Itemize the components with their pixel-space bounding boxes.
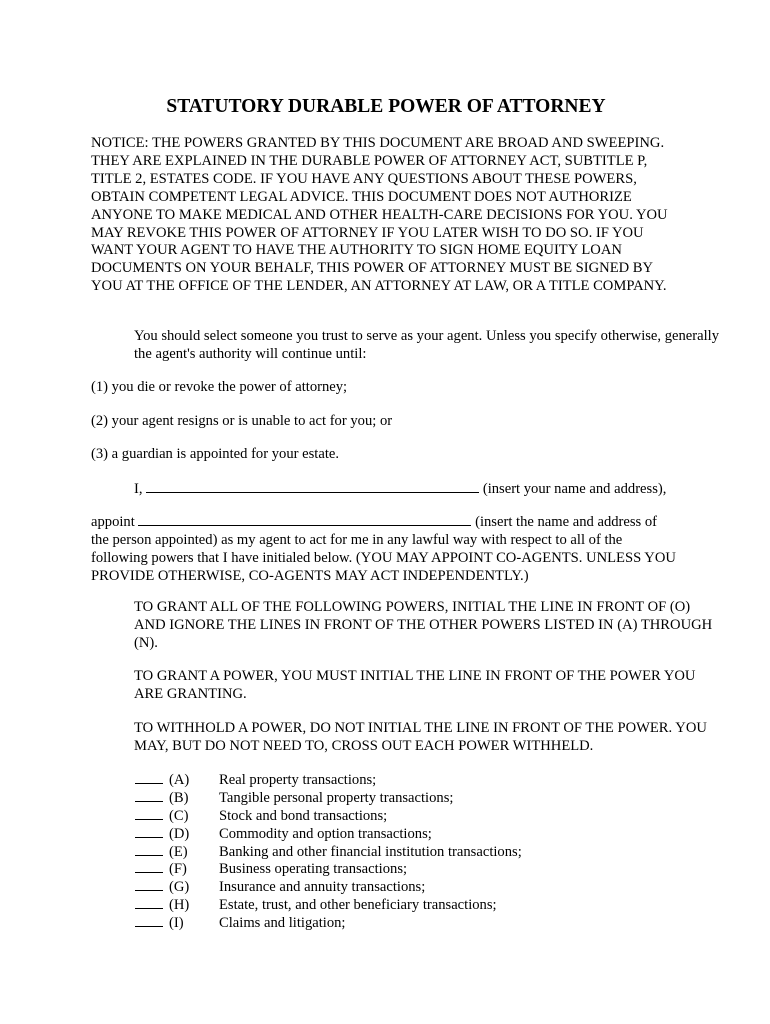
instruction-grant-all: TO GRANT ALL OF THE FOLLOWING POWERS, INITIAL THE LINE IN FRONT OF (O) AND IGNORE THE LINES IN FRONT OF THE OTHER POWERS LISTED IN (A) THROUGH (N). (134, 599, 713, 651)
condition-2: (2) your agent resigns or is unable to act for you; or (91, 413, 393, 429)
power-item (135, 788, 522, 806)
appoint-line (91, 512, 681, 532)
power-letter: (F) (169, 861, 187, 878)
power-description: Claims and litigation; (219, 915, 346, 932)
power-item (135, 770, 522, 788)
power-item (135, 824, 522, 842)
initial-line-e[interactable] (135, 842, 163, 856)
power-letter: (A) (169, 772, 190, 788)
power-item (135, 806, 522, 824)
power-description: Real property transactions; (219, 772, 377, 788)
initial-line-d[interactable] (135, 824, 163, 838)
initial-line-i[interactable] (135, 913, 163, 927)
power-item (135, 913, 522, 931)
power-description: Insurance and annuity transactions; (219, 879, 426, 896)
power-description: Banking and other financial institution transactions; (219, 843, 522, 860)
initial-line-a[interactable] (135, 770, 163, 784)
agent-name-field[interactable] (138, 512, 471, 526)
principal-suffix: (insert your name and address), (482, 481, 667, 497)
principal-prefix: I, (134, 481, 143, 497)
power-item (135, 859, 522, 877)
condition-3: (3) a guardian is appointed for your estate. (91, 446, 340, 462)
document-title: STATUTORY DURABLE POWER OF ATTORNEY (166, 96, 606, 117)
power-item (135, 842, 522, 860)
intro-paragraph (91, 328, 724, 364)
power-description: Stock and bond transactions; (219, 807, 388, 824)
initial-line-h[interactable] (135, 895, 163, 909)
appoint-suffix: (insert the name and address of (475, 514, 658, 530)
notice-paragraph: NOTICE: THE POWERS GRANTED BY THIS DOCUMENT ARE BROAD AND SWEEPING. THEY ARE EXPLAINED IN THE DURABLE POWER OF ATTORNEY ACT, SUBTITLE P, TITLE 2, ESTATES CODE. IF YOU HAVE ANY QUESTIONS ABOUT THESE POWERS, OBTAIN COMPETENT LEGAL ADVICE. THIS DOCUMENT DOES NOT AUTHORIZE ANYONE TO MAKE MEDICAL AND OTHER HEALTH-CARE DECISIONS FOR YOU. YOU MAY REVOKE THIS POWER OF ATTORNEY IF YOU LATER WISH TO DO SO. IF YOU WANT YOUR AGENT TO HAVE THE AUTHORITY TO SIGN HOME EQUITY LOAN DOCUMENTS ON YOUR BEHALF, THIS POWER OF ATTORNEY MUST BE SIGNED BY YOU AT THE OFFICE OF THE LENDER, AN ATTORNEY AT LAW, OR A TITLE COMPANY. (91, 135, 668, 295)
initial-line-g[interactable] (135, 877, 163, 891)
appoint-prefix: appoint (91, 514, 135, 530)
power-letter: (E) (169, 843, 188, 860)
power-letter: (I) (169, 915, 184, 932)
appoint-continuation: the person appointed) as my agent to act for me in any lawful way with respect to all of the following powers that I have initialed below. (YOU MAY APPOINT CO-AGENTS. UNLESS YOU PROVIDE OTHERWISE, CO-AGENTS MAY ACT INDEPENDENTLY.) (91, 531, 676, 584)
power-letter: (G) (169, 879, 190, 896)
instruction-grant-power: TO GRANT A POWER, YOU MUST INITIAL THE LINE IN FRONT OF THE POWER YOU ARE GRANTING. (134, 668, 696, 702)
power-description: Tangible personal property transactions; (219, 789, 454, 806)
power-letter: (H) (169, 897, 190, 914)
power-item (135, 877, 522, 895)
power-letter: (D) (169, 825, 190, 842)
power-item (135, 895, 522, 913)
power-description: Business operating transactions; (219, 861, 408, 878)
condition-1: (1) you die or revoke the power of attorney; (91, 379, 348, 395)
power-description: Estate, trust, and other beneficiary transactions; (219, 897, 497, 914)
principal-name-field[interactable] (146, 479, 479, 493)
powers-list (135, 770, 522, 931)
power-letter: (C) (169, 807, 189, 824)
initial-line-f[interactable] (135, 859, 163, 873)
initial-line-c[interactable] (135, 806, 163, 820)
principal-name-line (91, 479, 724, 499)
intro-text: You should select someone you trust to serve as your agent. Unless you specify otherwise, generally the agent's authority will continue until: (134, 328, 719, 362)
appoint-paragraph (91, 512, 681, 586)
instruction-withhold-power: TO WITHHOLD A POWER, DO NOT INITIAL THE LINE IN FRONT OF THE POWER. YOU MAY, BUT DO NOT NEED TO, CROSS OUT EACH POWER WITHHELD. (134, 720, 707, 754)
power-letter: (B) (169, 789, 189, 806)
power-description: Commodity and option transactions; (219, 825, 432, 842)
initial-line-b[interactable] (135, 788, 163, 802)
